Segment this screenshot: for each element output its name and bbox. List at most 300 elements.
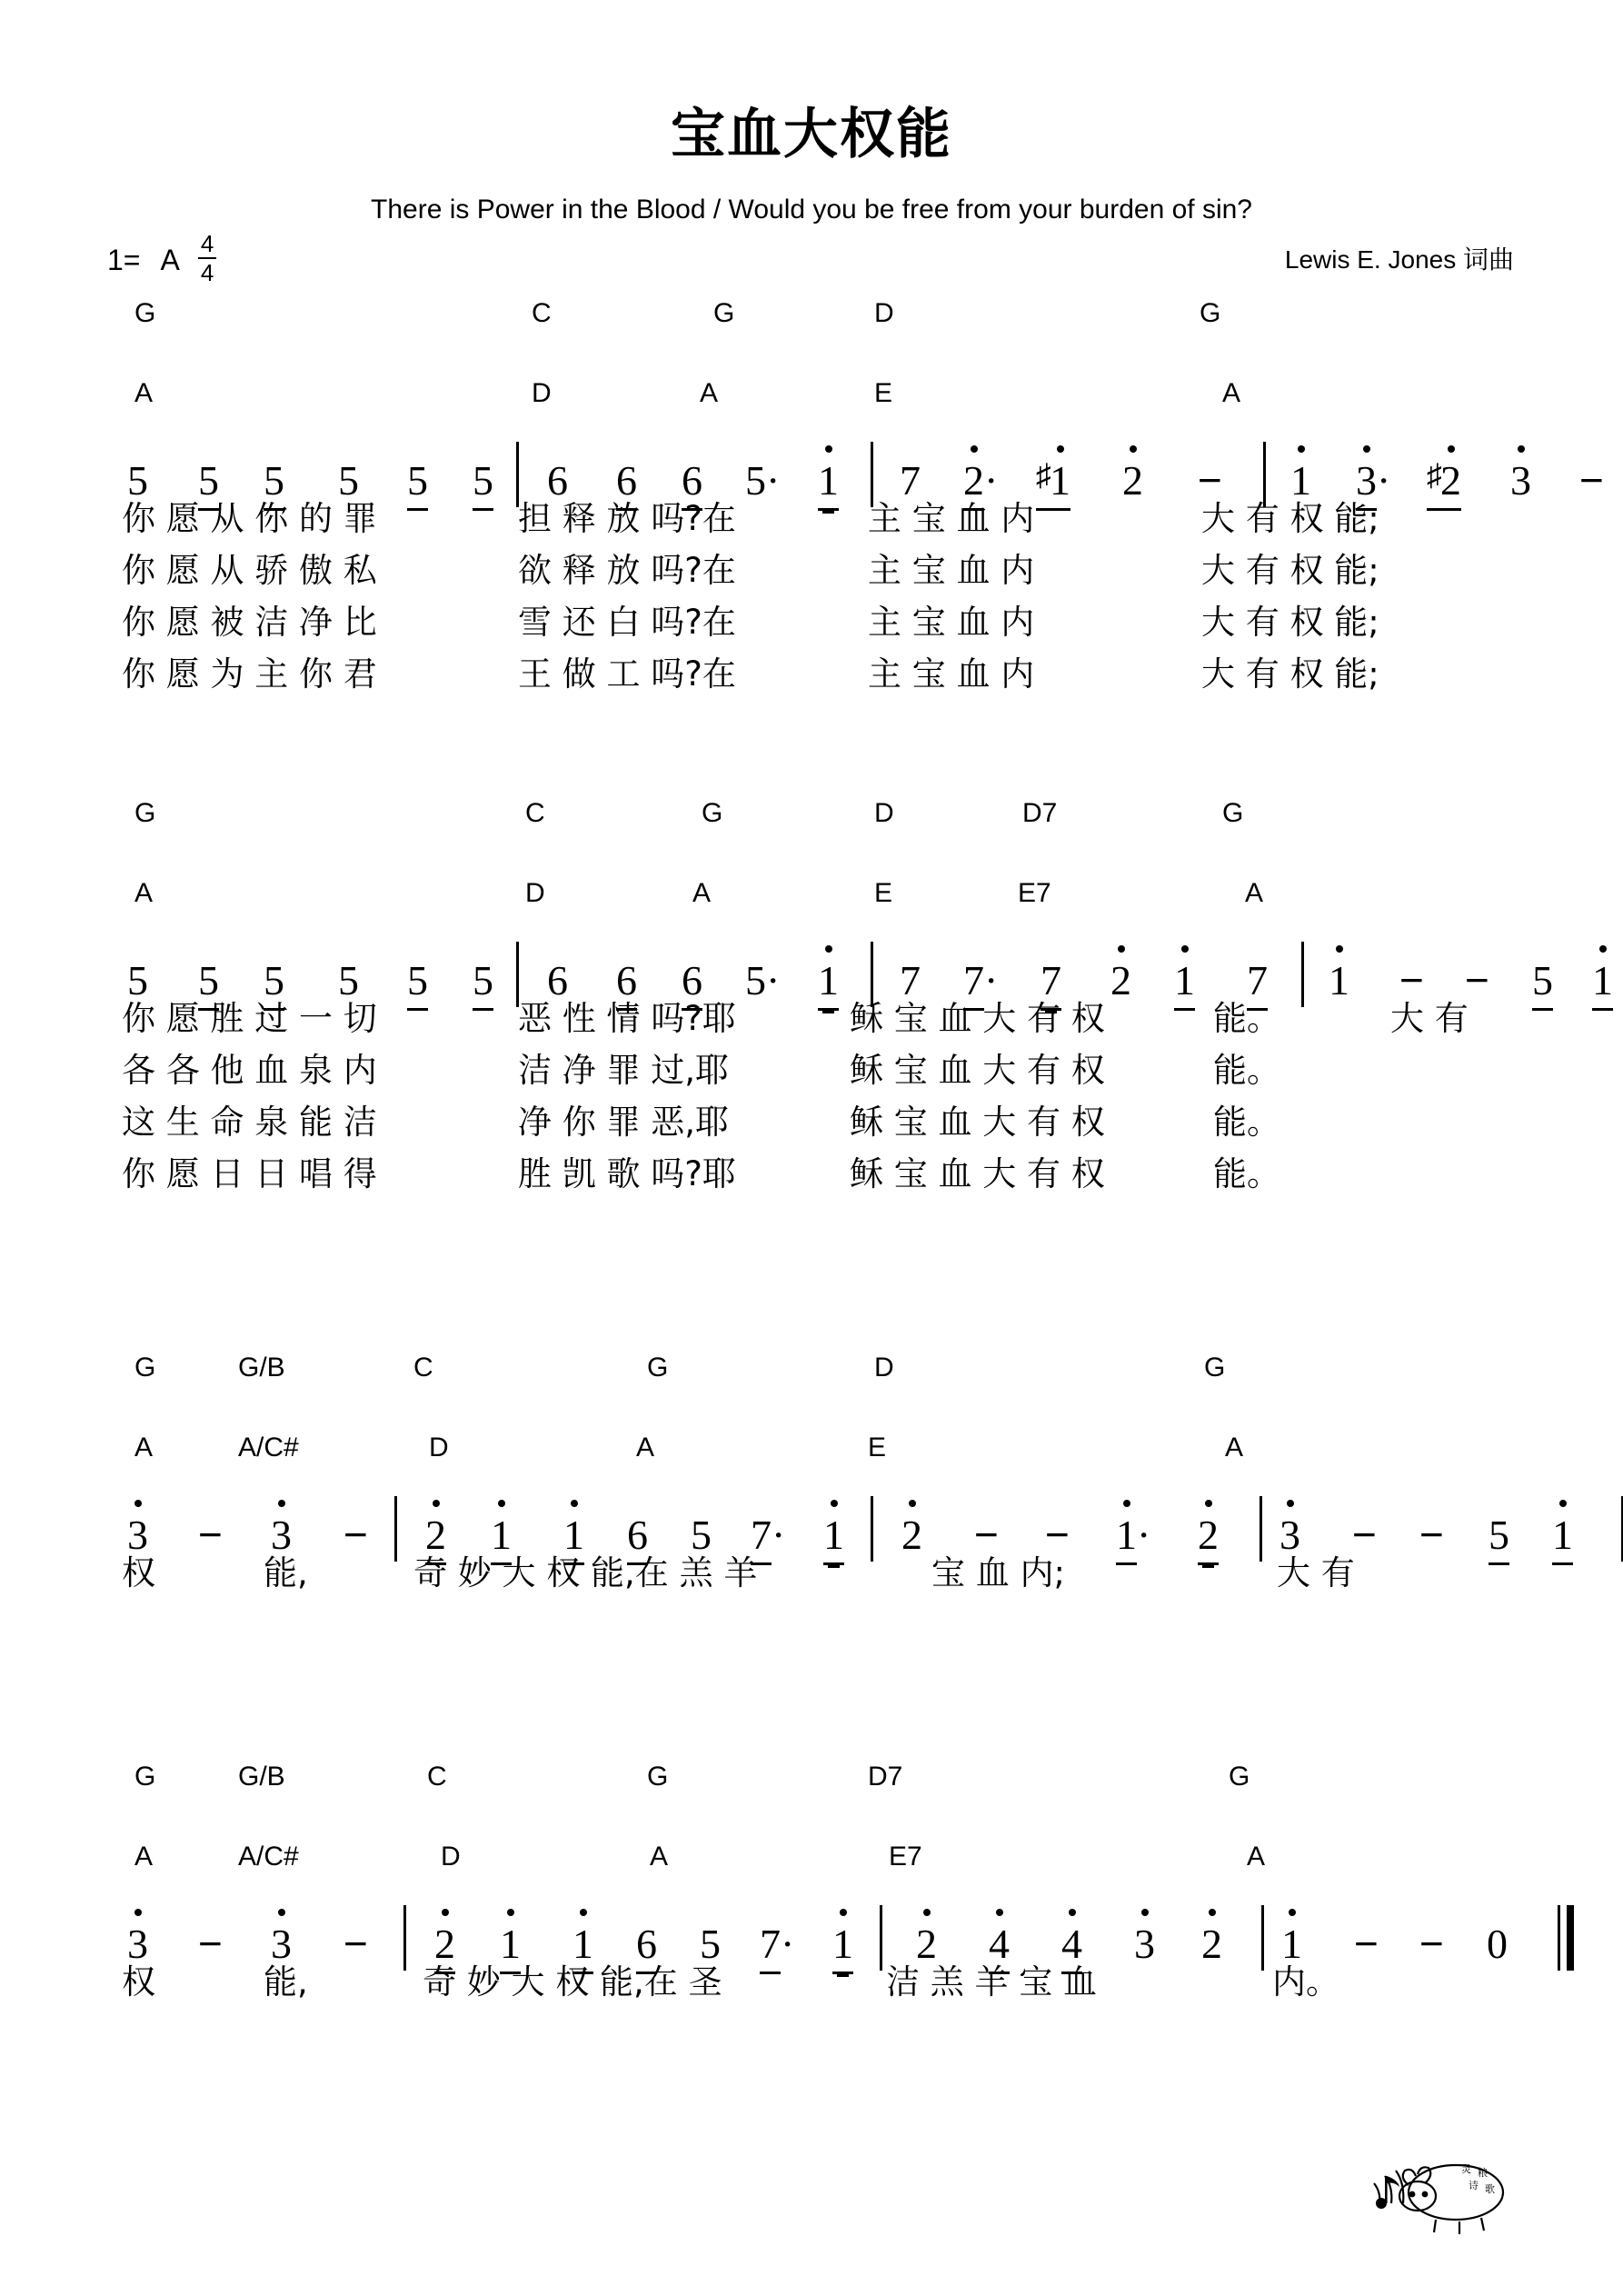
chord-symbol: G: [647, 1353, 669, 1383]
note: [344, 1513, 368, 1556]
lyric-line: [0, 1553, 1623, 1608]
chord-symbol: D: [525, 878, 545, 908]
note: [745, 457, 781, 504]
note-glyph: 5: [264, 957, 284, 1003]
chord-symbol: E7: [1018, 878, 1051, 908]
note-glyph: −: [198, 1511, 223, 1558]
key-prefix: 1=: [107, 244, 141, 277]
note-glyph: 1: [1329, 957, 1349, 1003]
lyric-segment: 稣 宝 血 大 有 权: [850, 999, 1105, 1038]
note: [1487, 1923, 1508, 1965]
note: [1134, 1923, 1155, 1965]
chord-symbol: G: [134, 1353, 156, 1383]
note: [198, 1922, 223, 1965]
note-glyph: −: [974, 1511, 999, 1558]
note: [1061, 1923, 1082, 1965]
sharp-accidental-icon: ♯: [1427, 459, 1442, 493]
note: [1352, 1513, 1377, 1556]
note: [636, 1923, 657, 1965]
lyric-segment: 欲 释 放 吗?在: [518, 551, 736, 590]
chord-symbol: D7: [1022, 798, 1058, 828]
note: [1045, 1513, 1070, 1556]
note-glyph: 1: [818, 457, 839, 504]
notation-row: [0, 1472, 1623, 1556]
note: [682, 457, 702, 504]
chord-symbol: G: [134, 298, 156, 328]
note: [916, 1923, 937, 1965]
note: [1354, 1922, 1379, 1965]
lyric-segment: 恶 性 情 吗?耶: [518, 999, 736, 1038]
lyric-segment: 能,: [264, 1553, 308, 1592]
lyric-segment: 各 各 他 血 泉 内: [122, 1051, 377, 1090]
note-glyph: 5: [198, 457, 219, 504]
chord-symbol: E: [868, 1433, 887, 1462]
chord-symbol: G: [1200, 298, 1221, 328]
note: [1110, 957, 1131, 1003]
chord-symbol: E: [874, 378, 893, 408]
note-glyph: 6: [627, 1512, 648, 1558]
note: [974, 1513, 999, 1556]
lyric-segment: 内。: [1272, 1962, 1339, 2002]
note-glyph: −: [1399, 956, 1424, 1003]
note: [818, 457, 839, 504]
note: [473, 957, 493, 1003]
note: [491, 1514, 512, 1556]
lyric-segment: 主 宝 血 内: [868, 551, 1035, 590]
lyric-segment: 稣 宝 血 大 有 权: [850, 1154, 1105, 1193]
lyric-segment: 你 愿 被 洁 净 比: [122, 603, 377, 642]
chord-symbol: A: [1225, 1433, 1244, 1462]
note: [127, 1923, 148, 1965]
note: [1198, 1514, 1219, 1556]
note: [547, 957, 568, 1003]
chord-row-upper: [0, 800, 1623, 838]
system-4: [0, 1763, 1623, 2017]
chord-symbol: G: [647, 1762, 669, 1792]
note: [1552, 1514, 1573, 1556]
note-glyph: 1: [1050, 457, 1070, 504]
note-glyph: 2: [1440, 457, 1461, 504]
chord-row-upper: [0, 300, 1623, 338]
note-glyph: 7: [1041, 957, 1061, 1003]
note: [1279, 1514, 1300, 1556]
note-glyph: −: [1579, 456, 1604, 504]
note-glyph: 5: [745, 957, 766, 1003]
chord-symbol: D: [532, 378, 552, 408]
note: [1329, 957, 1349, 1003]
note: [691, 1514, 712, 1556]
chord-symbol: G/B: [238, 1353, 285, 1383]
system-2: [0, 800, 1623, 1209]
note: [1489, 1514, 1509, 1556]
chord-symbol: C: [525, 798, 545, 828]
note: [198, 1513, 223, 1556]
note-glyph: 7: [900, 957, 921, 1003]
note-glyph: 1: [1592, 957, 1613, 1003]
chord-symbol: A: [700, 378, 719, 408]
lyric-segment: 雪 还 白 吗?在: [518, 603, 736, 642]
note: [407, 957, 428, 1003]
note-glyph: 2: [434, 1921, 455, 1967]
chord-symbol: D: [429, 1433, 449, 1462]
note: [1281, 1923, 1302, 1965]
lyric-segment: 奇 妙 大 权 能,在 圣: [423, 1962, 722, 2002]
note: [627, 1514, 648, 1556]
note: [616, 457, 637, 504]
chord-symbol: C: [532, 298, 552, 328]
note: [900, 457, 921, 504]
lyric-segment: 能。: [1213, 999, 1280, 1038]
note-glyph: 3: [127, 1921, 148, 1967]
lyric-segment: 大 有: [1390, 999, 1469, 1038]
chord-symbol: A: [1222, 378, 1241, 408]
note-glyph: 7: [963, 957, 984, 1003]
svg-text:歌: 歌: [1485, 2183, 1495, 2195]
lyric-line: [0, 1962, 1623, 2017]
note-glyph: 5: [1489, 1512, 1509, 1558]
note-glyph: 5: [264, 457, 284, 504]
note-glyph: −: [1198, 456, 1222, 504]
note-glyph: 5: [700, 1921, 721, 1967]
note: [745, 957, 781, 1003]
chord-symbol: A: [1245, 878, 1264, 908]
chord-symbol: G: [134, 798, 156, 828]
note-glyph: −: [1354, 1920, 1379, 1967]
note: [1041, 957, 1061, 1003]
note: [127, 1514, 148, 1556]
note-glyph: 6: [547, 957, 568, 1003]
note: [1592, 957, 1613, 1003]
lyric-segment: 你 愿 胜 过 一 切: [122, 999, 377, 1038]
note-glyph: 1: [500, 1921, 521, 1967]
meter-denominator: 4: [200, 259, 214, 287]
chord-symbol: A/C#: [238, 1842, 299, 1872]
augmentation-dot: ·: [766, 957, 781, 1003]
lyric-segment: 宝 血 内;: [931, 1553, 1065, 1592]
note-glyph: 1: [1290, 457, 1311, 504]
note-glyph: −: [1465, 956, 1489, 1003]
note: [271, 1514, 292, 1556]
note: [1290, 457, 1311, 504]
barline: [394, 1496, 397, 1562]
note-glyph: 2: [1110, 957, 1131, 1003]
augmentation-dot: ·: [984, 457, 999, 504]
note: [338, 957, 359, 1003]
note-glyph: 1: [1281, 1921, 1302, 1967]
chord-row-spacer: [0, 1802, 1623, 1843]
chord-symbol: D: [441, 1842, 461, 1872]
note: [989, 1923, 1010, 1965]
note-glyph: 2: [1122, 457, 1143, 504]
note-glyph: 6: [682, 457, 702, 504]
chord-symbol: A/C#: [238, 1433, 299, 1462]
note: [1036, 457, 1070, 504]
note: [760, 1923, 794, 1965]
note-glyph: 3: [1279, 1512, 1300, 1558]
augmentation-dot: ·: [984, 957, 999, 1003]
note-glyph: −: [344, 1920, 368, 1967]
meter-numerator: 4: [198, 231, 216, 259]
note-glyph: 5: [691, 1512, 712, 1558]
barline: [871, 942, 873, 1007]
barline: [871, 1496, 873, 1562]
barline: [871, 442, 873, 507]
note-glyph: 3: [271, 1512, 292, 1558]
lyric-segment: 大 有 权 能;: [1201, 551, 1379, 590]
note: [264, 957, 284, 1003]
lyric-segment: 这 生 命 泉 能 洁: [122, 1103, 377, 1142]
note: [1201, 1923, 1222, 1965]
barline: [880, 1905, 882, 1971]
notation-row: [0, 418, 1623, 502]
note-glyph: 1: [832, 1921, 853, 1967]
notation-row: [0, 1882, 1623, 1965]
note-glyph: −: [1352, 1511, 1377, 1558]
note: [407, 457, 428, 504]
note: [900, 957, 921, 1003]
chord-row-upper: [0, 1354, 1623, 1393]
chord-symbol: G: [1222, 798, 1244, 828]
note: [1419, 1513, 1444, 1556]
chord-symbol: G: [1204, 1353, 1226, 1383]
system-1: [0, 300, 1623, 709]
chord-symbol: A: [1247, 1842, 1266, 1872]
note-glyph: 1: [1552, 1512, 1573, 1558]
chord-symbol: D7: [868, 1762, 903, 1792]
subtitle: There is Power in the Blood / Would you be free from your burden of sin?: [371, 195, 1252, 225]
note: [1116, 1514, 1150, 1556]
augmentation-dot: ·: [766, 457, 781, 504]
note: [1399, 956, 1424, 1003]
lyric-line: [0, 551, 1623, 605]
lyric-segment: 王 做 工 吗?在: [518, 654, 736, 694]
note: [1198, 456, 1222, 504]
page-title: 宝血大权能: [671, 104, 952, 165]
lyric-segment: 大 有 权 能;: [1201, 603, 1379, 642]
note-glyph: 3: [1356, 457, 1377, 504]
note-glyph: 6: [616, 457, 637, 504]
note: [818, 957, 839, 1003]
note: [573, 1923, 593, 1965]
note-glyph: 2: [916, 1921, 937, 1967]
sharp-accidental-icon: ♯: [1036, 459, 1051, 493]
note-glyph: −: [1419, 1920, 1444, 1967]
lyric-segment: 主 宝 血 内: [868, 603, 1035, 642]
chord-row-spacer: [0, 838, 1623, 880]
barline: [1263, 442, 1266, 507]
time-signature: [198, 231, 216, 285]
chord-symbol: G: [702, 798, 723, 828]
chord-row-upper: [0, 1763, 1623, 1802]
note: [547, 457, 568, 504]
lyric-segment: 稣 宝 血 大 有 权: [850, 1103, 1105, 1142]
note: [338, 457, 359, 504]
chord-symbol: A: [134, 878, 154, 908]
note: [563, 1514, 584, 1556]
note-glyph: 6: [636, 1921, 657, 1967]
note-glyph: 5: [127, 457, 148, 504]
note: [1427, 457, 1461, 504]
barline: [403, 1905, 406, 1971]
note-glyph: 3: [1134, 1921, 1155, 1967]
note: [1510, 457, 1531, 504]
lyric-segment: 大 有: [1277, 1553, 1355, 1592]
lyric-line: [0, 499, 1623, 554]
chord-symbol: C: [413, 1353, 433, 1383]
svg-text:粮: 粮: [1478, 2167, 1488, 2179]
chord-symbol: E7: [889, 1842, 922, 1872]
chord-row-spacer: [0, 338, 1623, 380]
lyric-line: [0, 1105, 1623, 1157]
lyric-segment: 能。: [1213, 1154, 1280, 1193]
note: [1174, 957, 1195, 1003]
chord-symbol: A: [134, 1433, 154, 1462]
note-glyph: −: [1045, 1511, 1070, 1558]
note-glyph: 7: [900, 457, 921, 504]
chord-symbol: A: [134, 1842, 154, 1872]
lyric-segment: 净 你 罪 恶,耶: [518, 1103, 730, 1142]
note-glyph: 3: [271, 1921, 292, 1967]
barline: [516, 942, 519, 1007]
lyric-segment: 你 愿 日 日 唱 得: [122, 1154, 377, 1193]
note: [901, 1514, 922, 1556]
system-3: [0, 1354, 1623, 1608]
notation-row: [0, 918, 1623, 1002]
note: [344, 1922, 368, 1965]
note-glyph: 2: [963, 457, 984, 504]
chord-symbol: A: [650, 1842, 669, 1872]
note-glyph: 1: [818, 957, 839, 1003]
note-glyph: 5: [127, 957, 148, 1003]
lyric-segment: 你 愿 从 你 的 罪: [122, 499, 377, 538]
note-glyph: 7: [1247, 957, 1268, 1003]
lyric-segment: 大 有 权 能;: [1201, 499, 1379, 538]
note-glyph: 2: [901, 1512, 922, 1558]
note-glyph: 4: [1061, 1921, 1082, 1967]
lyric-segment: 稣 宝 血 大 有 权: [850, 1051, 1105, 1090]
note-glyph: 5: [338, 457, 359, 504]
note: [1122, 457, 1143, 504]
note: [963, 957, 999, 1003]
note-glyph: −: [344, 1511, 368, 1558]
note: [127, 457, 148, 504]
chord-symbol: A: [692, 878, 712, 908]
chord-row-lower: [0, 1843, 1623, 1882]
sheep-note-logo: [1354, 2136, 1536, 2254]
note-glyph: 0: [1487, 1921, 1508, 1967]
chord-symbol: D: [874, 298, 894, 328]
note: [1247, 957, 1268, 1003]
lyric-segment: 洁 净 罪 过,耶: [518, 1051, 730, 1090]
note-glyph: 5: [473, 457, 493, 504]
chord-symbol: A: [134, 378, 154, 408]
lyric-segment: 你 愿 从 骄 傲 私: [122, 551, 377, 590]
note: [963, 457, 999, 504]
lyric-segment: 能。: [1213, 1103, 1280, 1142]
note-glyph: 3: [127, 1512, 148, 1558]
chord-symbol: D: [874, 798, 894, 828]
note-glyph: 7: [760, 1921, 781, 1967]
note-glyph: 6: [547, 457, 568, 504]
chord-symbol: G: [713, 298, 735, 328]
chord-row-lower: [0, 380, 1623, 418]
lyric-segment: 奇 妙 大 权 能,在 羔 羊: [413, 1553, 758, 1592]
composer-credit: Lewis E. Jones 词曲: [1284, 245, 1514, 274]
lyric-line: [0, 654, 1623, 709]
note-glyph: 2: [1198, 1512, 1219, 1558]
lyric-line: [0, 605, 1623, 657]
key-name: A: [160, 244, 180, 277]
chord-row-lower: [0, 1434, 1623, 1472]
augmentation-dot: ·: [1377, 457, 1391, 504]
note: [1579, 456, 1604, 504]
note: [1419, 1922, 1444, 1965]
note-glyph: 6: [682, 957, 702, 1003]
note-glyph: −: [1419, 1511, 1444, 1558]
note: [682, 957, 702, 1003]
note: [1465, 956, 1489, 1003]
chord-symbol: D: [874, 1353, 894, 1383]
note-glyph: −: [198, 1920, 223, 1967]
barline: [516, 442, 519, 507]
lyric-segment: 担 释 放 吗?在: [518, 499, 736, 538]
lyric-segment: 胜 凯 歌 吗?耶: [518, 1154, 736, 1193]
note-glyph: 2: [1201, 1921, 1222, 1967]
lyric-segment: 大 有 权 能;: [1201, 654, 1379, 694]
lyric-line: [0, 1053, 1623, 1105]
lyric-line: [0, 1154, 1623, 1209]
lyric-segment: 你 愿 为 主 你 君: [122, 654, 377, 694]
note-glyph: 5: [473, 957, 493, 1003]
note-glyph: 5: [1532, 957, 1553, 1003]
chord-symbol: C: [427, 1762, 447, 1792]
note: [434, 1923, 455, 1965]
lyric-segment: 权: [122, 1962, 155, 2002]
barline: [1260, 1496, 1262, 1562]
barline: [1301, 942, 1304, 1007]
note-glyph: 7: [751, 1512, 772, 1558]
chord-symbol: G: [134, 1762, 156, 1792]
note-glyph: 1: [823, 1512, 844, 1558]
lyric-segment: 洁 羔 羊 宝 血: [886, 1962, 1098, 2002]
note: [832, 1923, 853, 1965]
note: [1356, 457, 1391, 504]
chord-symbol: G: [1229, 1762, 1250, 1792]
note: [1532, 957, 1553, 1003]
chord-symbol: E: [874, 878, 893, 908]
augmentation-dot: ·: [1137, 1512, 1151, 1558]
lyric-segment: 权: [122, 1553, 155, 1592]
note: [473, 457, 493, 504]
chord-row-spacer: [0, 1393, 1623, 1434]
note: [500, 1923, 521, 1965]
svg-text:诗: 诗: [1469, 2180, 1479, 2191]
note-glyph: 5: [407, 457, 428, 504]
note-glyph: 5: [198, 957, 219, 1003]
chord-symbol: A: [636, 1433, 655, 1462]
note: [198, 457, 219, 504]
lyric-segment: 主 宝 血 内: [868, 654, 1035, 694]
chord-row-lower: [0, 880, 1623, 918]
note: [264, 457, 284, 504]
note: [823, 1514, 844, 1556]
note-glyph: 4: [989, 1921, 1010, 1967]
barline: [1261, 1905, 1264, 1971]
note: [425, 1514, 446, 1556]
note-glyph: 6: [616, 957, 637, 1003]
key-signature: [107, 230, 216, 287]
lyric-segment: 能,: [264, 1962, 308, 2002]
